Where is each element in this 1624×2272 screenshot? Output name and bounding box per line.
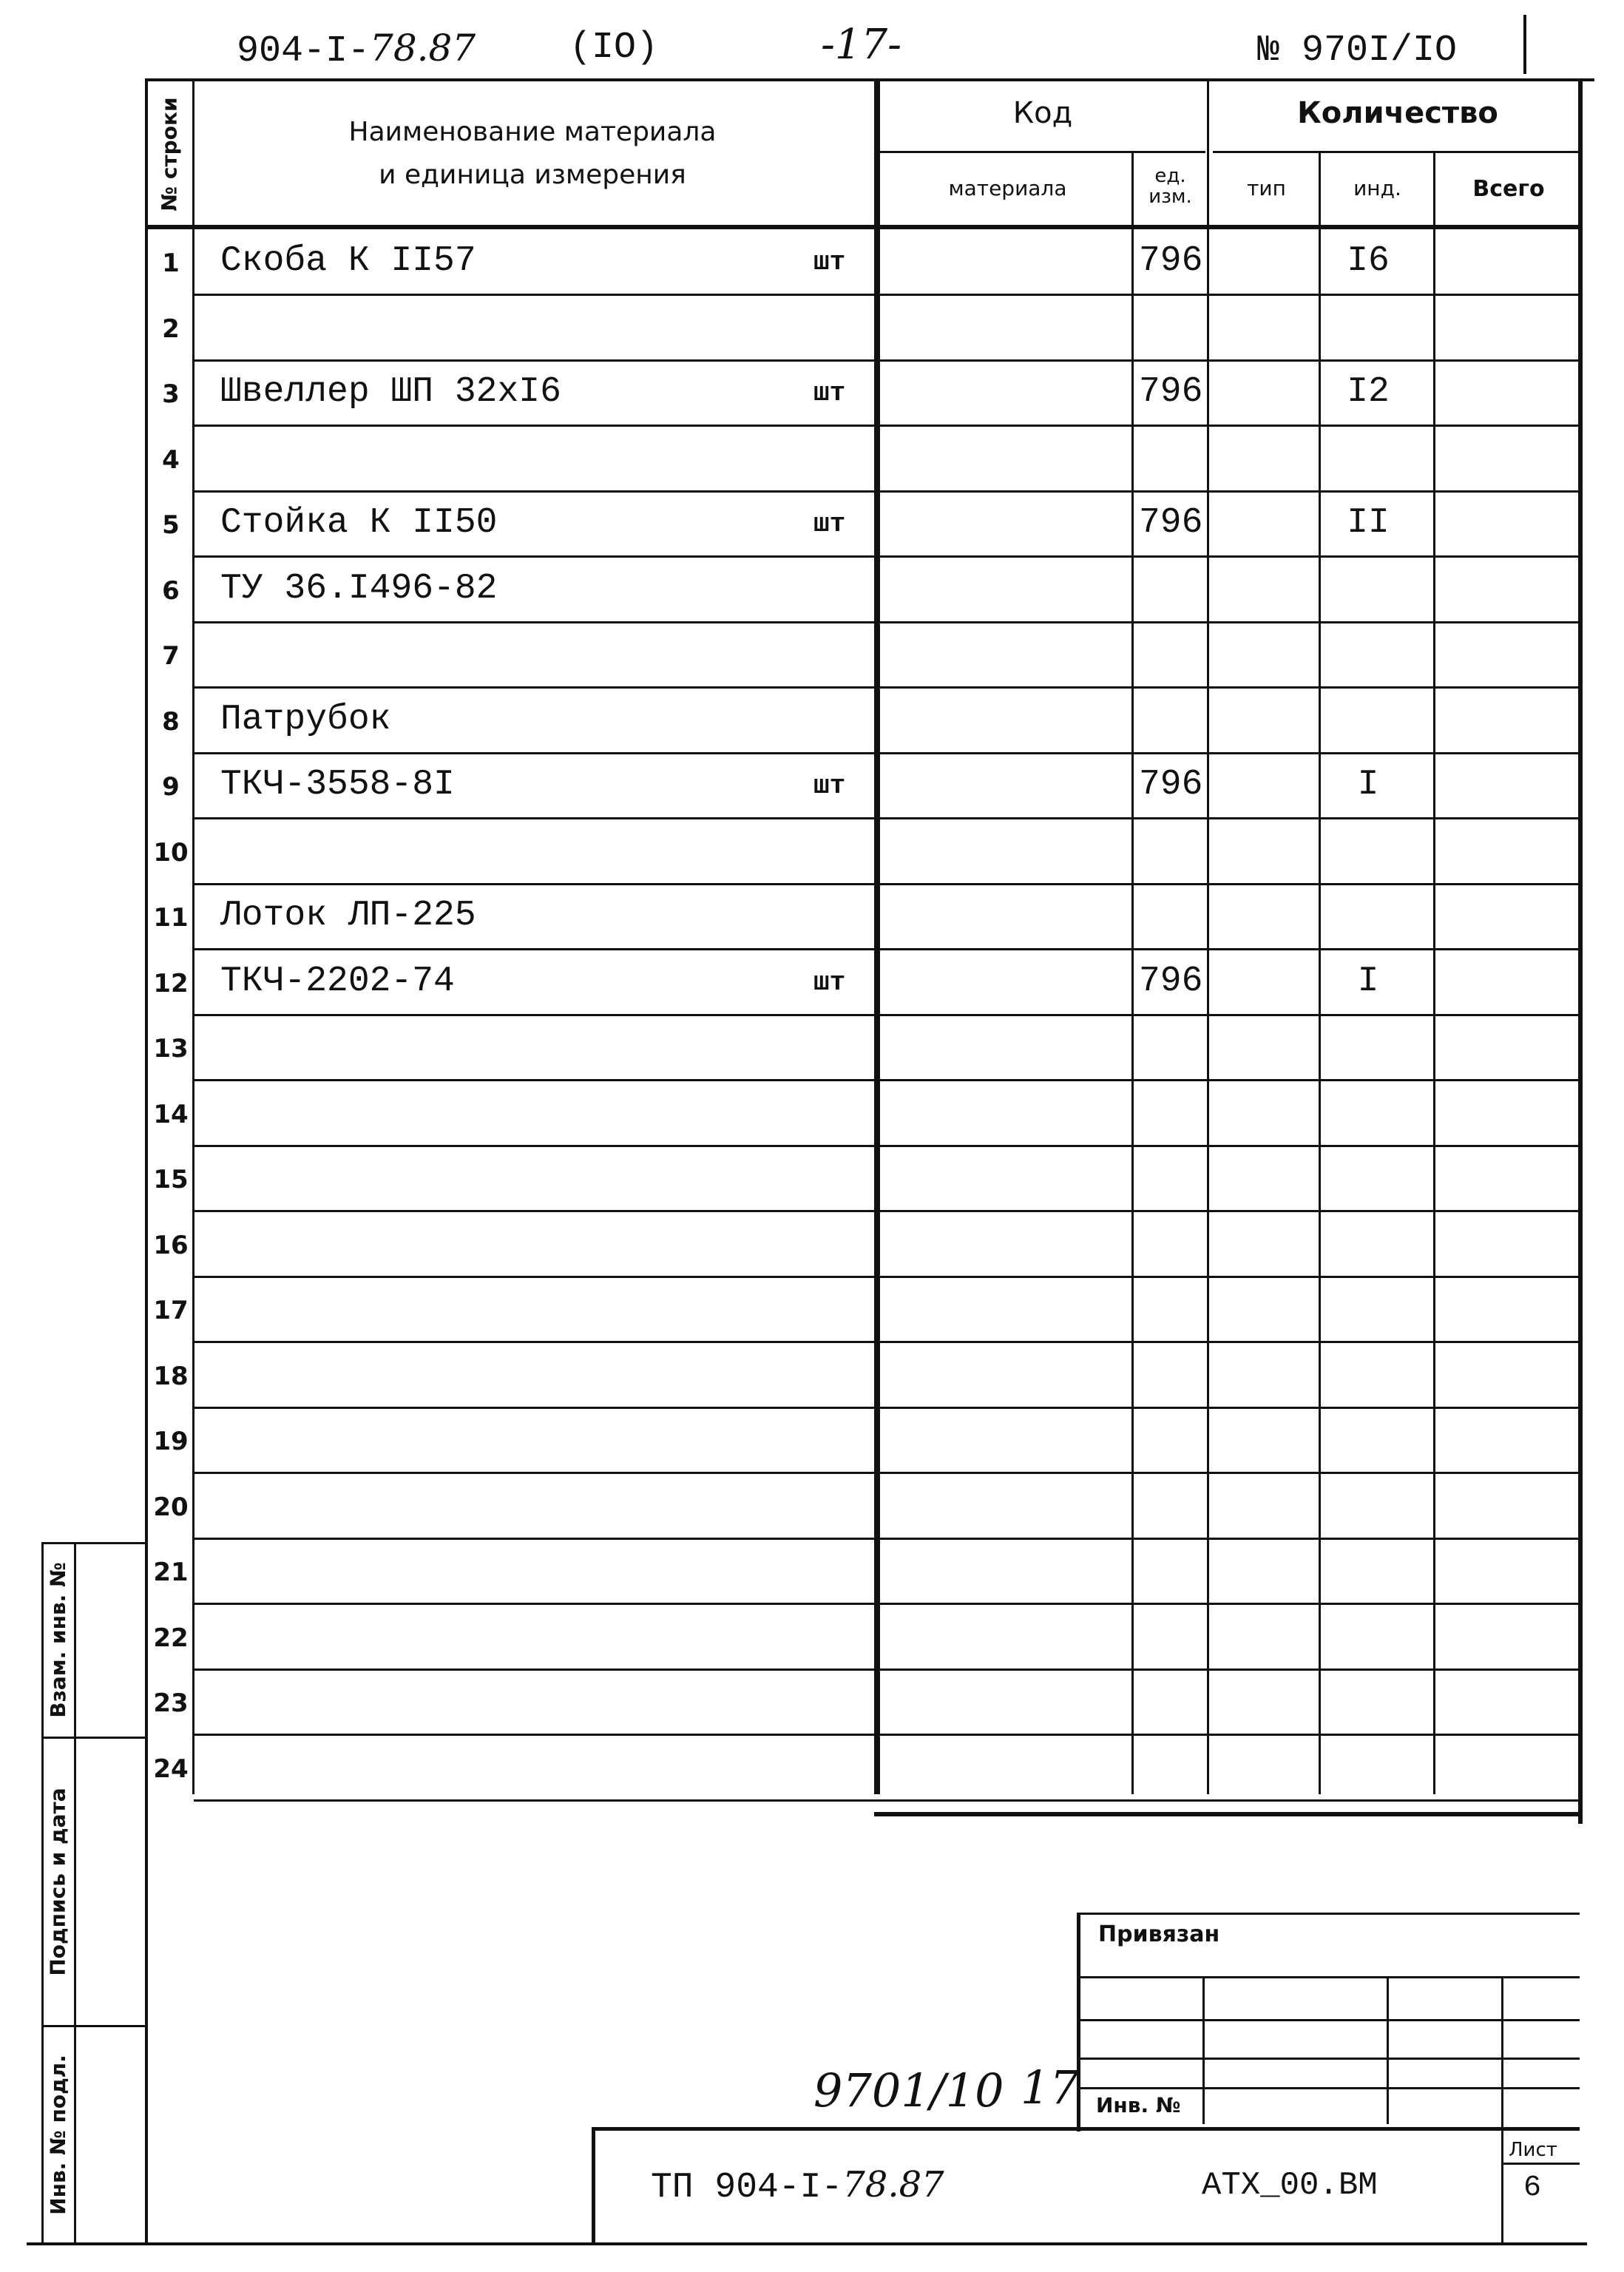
header-row-number bbox=[146, 80, 192, 228]
top-version: (IO) bbox=[569, 27, 659, 69]
row-number: 12 bbox=[153, 969, 189, 998]
row-unit-code: 796 bbox=[1139, 503, 1203, 543]
row-separator bbox=[194, 294, 1581, 296]
header-row-number-label: № строки bbox=[157, 96, 182, 212]
row-separator bbox=[194, 1734, 1581, 1736]
side-orig-inv-label: Инв. № подл. bbox=[45, 2054, 70, 2215]
row-separator bbox=[194, 1276, 1581, 1278]
header-unit: ед. изм. bbox=[1148, 165, 1192, 208]
title-block-main-left bbox=[592, 2127, 595, 2245]
row-number: 1 bbox=[162, 248, 180, 278]
table-bottom-line bbox=[874, 1812, 1583, 1816]
row-separator bbox=[194, 1341, 1581, 1343]
row-unit-code: 796 bbox=[1139, 961, 1203, 1001]
row-separator bbox=[194, 1407, 1581, 1409]
title-block-line-2 bbox=[1080, 2019, 1580, 2021]
row-number: 9 bbox=[162, 772, 180, 802]
row-separator bbox=[194, 490, 1581, 493]
row-separator bbox=[194, 686, 1581, 689]
row-unit: шт bbox=[813, 378, 846, 408]
row-number: 17 bbox=[153, 1296, 189, 1325]
row-number: 24 bbox=[153, 1754, 189, 1784]
row-material-name: Швеллер ШП 32хI6 bbox=[220, 372, 561, 412]
frame-bottom-line bbox=[27, 2242, 1587, 2245]
title-block-vline-1 bbox=[1202, 1976, 1205, 2124]
qty-subheader-line bbox=[1213, 151, 1583, 153]
side-replace-inv-label: Взам. инв. № bbox=[45, 1561, 70, 1718]
row-separator bbox=[194, 425, 1581, 427]
row-material-name: Стойка К II50 bbox=[220, 503, 498, 543]
row-quantity-ind: I6 bbox=[1347, 241, 1390, 281]
side-orig-inv bbox=[41, 2028, 74, 2241]
row-number: 21 bbox=[153, 1558, 189, 1587]
top-page-number: -17- bbox=[821, 21, 902, 69]
header-code: Код bbox=[1012, 96, 1073, 130]
title-block-line-1 bbox=[1080, 1976, 1580, 1978]
frame-top-line bbox=[145, 78, 1594, 81]
sheet-label: Лист bbox=[1509, 2139, 1557, 2161]
header-quantity: Количество bbox=[1297, 96, 1498, 130]
row-unit: шт bbox=[813, 967, 846, 998]
side-replace-inv bbox=[41, 1544, 74, 1735]
top-doc-handwritten: 78.87 bbox=[370, 27, 476, 70]
side-stamp-inner-line bbox=[74, 1542, 76, 2245]
title-block-top-line bbox=[1077, 1913, 1580, 1915]
row-separator bbox=[194, 1472, 1581, 1474]
row-separator bbox=[194, 1799, 1581, 1802]
row-number: 16 bbox=[153, 1231, 189, 1260]
header-name-line1: Наименование материала bbox=[348, 117, 717, 147]
frame-right-line bbox=[1578, 78, 1583, 1824]
row-separator bbox=[194, 555, 1581, 558]
row-material-name: Лоток ЛП-225 bbox=[220, 896, 476, 936]
row-number: 13 bbox=[153, 1034, 189, 1064]
side-signature-date-label: Подпись и дата bbox=[45, 1787, 70, 1976]
row-quantity-ind: II bbox=[1347, 503, 1390, 543]
sheet-divider-line bbox=[1501, 2163, 1580, 2165]
top-archive-number: № 970I/IO bbox=[1257, 30, 1458, 72]
row-number: 20 bbox=[153, 1492, 189, 1522]
bottom-doc-prefix: ТП 904-I- bbox=[651, 2168, 843, 2208]
inv-number-label: Инв. № bbox=[1096, 2093, 1181, 2117]
title-block-vline-2 bbox=[1387, 1976, 1389, 2124]
row-unit-code: 796 bbox=[1139, 765, 1203, 805]
row-material-name: Патрубок bbox=[220, 700, 391, 740]
row-number: 14 bbox=[153, 1100, 189, 1129]
header-total: Всего bbox=[1472, 176, 1545, 202]
top-document-number bbox=[237, 27, 476, 72]
title-block-main-line bbox=[592, 2127, 1580, 2131]
row-material-name: ТУ 36.I496-82 bbox=[220, 569, 498, 609]
top-right-tick bbox=[1523, 15, 1526, 74]
row-separator bbox=[194, 1079, 1581, 1081]
row-number: 5 bbox=[162, 510, 180, 540]
side-stamp-divider-2 bbox=[41, 2025, 145, 2027]
row-material-name: ТКЧ-3558-8I bbox=[220, 765, 455, 805]
row-separator bbox=[194, 1210, 1581, 1212]
title-block-line-4 bbox=[1080, 2087, 1580, 2089]
title-block-line-3 bbox=[1080, 2058, 1580, 2060]
row-number: 22 bbox=[153, 1623, 189, 1653]
row-material-name: Скоба К II57 bbox=[220, 241, 476, 281]
row-number: 7 bbox=[162, 641, 180, 671]
bottom-document-number bbox=[651, 2164, 944, 2208]
header-material: материала bbox=[948, 176, 1067, 200]
row-unit-code: 796 bbox=[1139, 372, 1203, 412]
row-unit: шт bbox=[813, 509, 846, 539]
row-unit-code: 796 bbox=[1139, 241, 1203, 281]
row-number: 6 bbox=[162, 576, 180, 606]
bottom-doc-handwritten: 78.87 bbox=[842, 2164, 944, 2205]
frame-left-line bbox=[145, 78, 148, 2245]
row-separator bbox=[194, 1668, 1581, 1671]
code-subheader-line bbox=[880, 151, 1205, 153]
header-ind: инд. bbox=[1353, 176, 1401, 200]
row-separator bbox=[194, 621, 1581, 623]
row-number: 19 bbox=[153, 1427, 189, 1456]
row-separator bbox=[194, 817, 1581, 819]
row-quantity-ind: I2 bbox=[1347, 372, 1390, 412]
row-separator bbox=[194, 1014, 1581, 1016]
row-unit: шт bbox=[813, 771, 846, 801]
bound-label: Привязан bbox=[1098, 1921, 1220, 1947]
sheet-value: 6 bbox=[1523, 2171, 1542, 2205]
row-separator bbox=[194, 883, 1581, 885]
row-separator bbox=[194, 359, 1581, 362]
bottom-code: АТХ_00.ВМ bbox=[1202, 2167, 1378, 2204]
row-separator bbox=[194, 1145, 1581, 1147]
row-separator bbox=[194, 1603, 1581, 1605]
col-line-material bbox=[1131, 151, 1134, 1794]
handwritten-17: 17 bbox=[1021, 2060, 1079, 2114]
row-number: 15 bbox=[153, 1165, 189, 1194]
row-separator bbox=[194, 948, 1581, 950]
handwritten-number: 9701/10 bbox=[813, 2063, 1004, 2117]
row-separator bbox=[194, 1538, 1581, 1540]
row-number: 3 bbox=[162, 379, 180, 409]
row-material-name: ТКЧ-2202-74 bbox=[220, 961, 455, 1001]
header-name bbox=[200, 111, 865, 197]
title-block-vline-3 bbox=[1501, 1976, 1503, 2242]
top-doc-prefix: 904-I- bbox=[237, 30, 371, 72]
header-type: тип bbox=[1247, 176, 1286, 200]
row-quantity-ind: I bbox=[1357, 961, 1379, 1001]
row-number: 23 bbox=[153, 1688, 189, 1718]
row-number: 11 bbox=[153, 903, 189, 933]
header-bottom-line bbox=[145, 225, 1583, 229]
col-line-type bbox=[1319, 151, 1321, 1794]
row-number: 10 bbox=[153, 838, 189, 868]
col-line-ind bbox=[1433, 151, 1435, 1794]
row-number: 2 bbox=[162, 314, 180, 344]
row-number: 18 bbox=[153, 1362, 189, 1391]
header-name-line2: и единица измерения bbox=[379, 160, 686, 190]
row-separator bbox=[194, 752, 1581, 754]
side-signature-date bbox=[41, 1740, 74, 2024]
row-number: 8 bbox=[162, 707, 180, 737]
side-stamp-divider-1 bbox=[41, 1737, 145, 1739]
row-unit: шт bbox=[813, 247, 846, 277]
row-number: 4 bbox=[162, 445, 180, 475]
row-quantity-ind: I bbox=[1357, 765, 1379, 805]
